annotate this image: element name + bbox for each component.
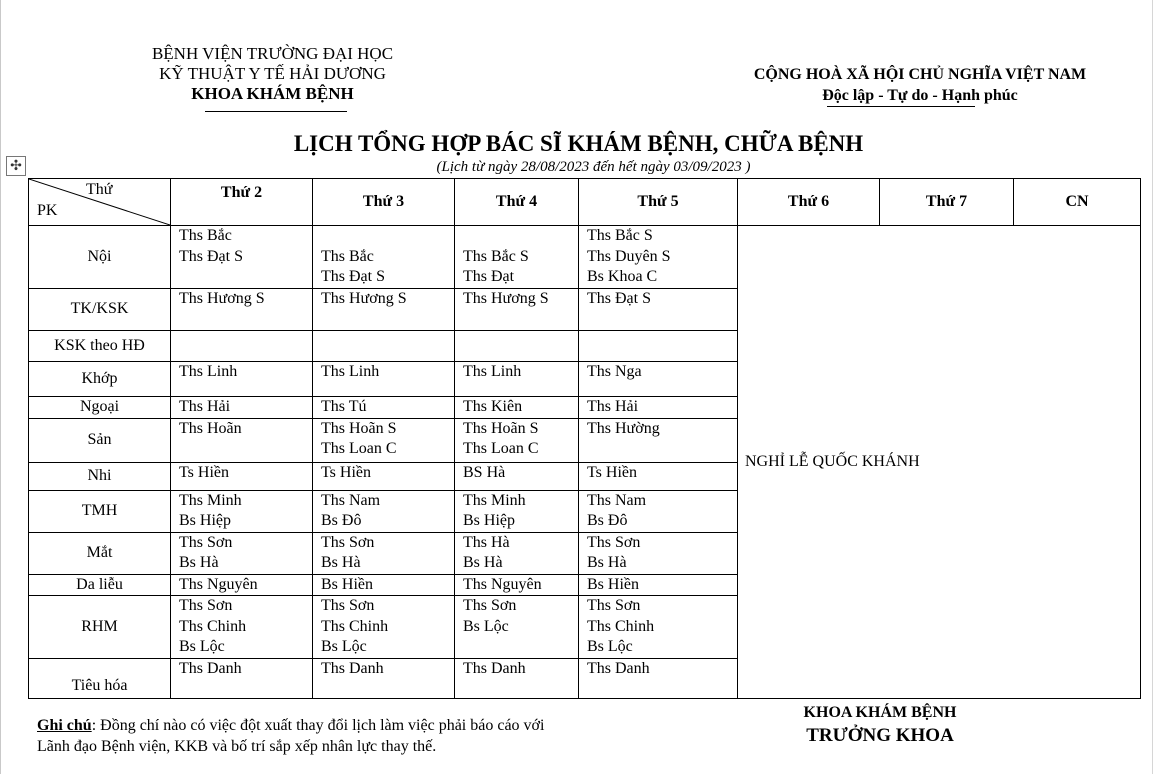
schedule-cell-tmh-mon: Ths Minh Bs Hiệp xyxy=(171,490,313,532)
note-label: Ghi chú xyxy=(37,717,92,734)
table-move-handle-icon[interactable]: ✣ xyxy=(6,156,26,176)
schedule-cell-tmh-thu: Ths Nam Bs Đô xyxy=(579,490,738,532)
schedule-cell-noi-thu: Ths Bắc S Ths Duyên S Bs Khoa C xyxy=(579,226,738,289)
signature-title: TRƯỞNG KHOA xyxy=(806,725,954,746)
schedule-cell-tieu-hoa-tue: Ths Danh xyxy=(313,659,455,699)
day-header-thu: Thứ 5 xyxy=(579,179,738,226)
schedule-cell-tk-ksk-thu: Ths Đạt S xyxy=(579,289,738,331)
day-header-sat: Thứ 7 xyxy=(880,179,1014,226)
schedule-cell-noi-wed: Ths Bắc S Ths Đạt xyxy=(455,226,579,289)
schedule-cell-noi-mon: Ths Bắc Ths Đạt S xyxy=(171,226,313,289)
schedule-cell-mat-tue: Ths Sơn Bs Hà xyxy=(313,532,455,574)
room-label-khop: Khớp xyxy=(29,362,171,397)
schedule-table xyxy=(28,178,1141,699)
schedule-cell-mat-mon: Ths Sơn Bs Hà xyxy=(171,532,313,574)
corner-cell xyxy=(29,179,171,226)
schedule-cell-san-wed: Ths Hoãn S Ths Loan C xyxy=(455,418,579,462)
schedule-cell-ngoai-tue: Ths Tú xyxy=(313,397,455,419)
day-header-tue: Thứ 3 xyxy=(313,179,455,226)
room-label-ngoai: Ngoại xyxy=(29,397,171,419)
schedule-cell-khop-tue: Ths Linh xyxy=(313,362,455,397)
day-header-sun: CN xyxy=(1014,179,1141,226)
schedule-cell-tmh-tue: Ths Nam Bs Đô xyxy=(313,490,455,532)
schedule-cell-ksk-theo-hd-thu xyxy=(579,331,738,362)
republic-header xyxy=(690,64,1150,106)
department-name: KHOA KHÁM BỆNH xyxy=(191,84,354,103)
room-label-da-lieu: Da liễu xyxy=(29,574,171,596)
room-label-tieu-hoa: Tiêu hóa xyxy=(29,659,171,699)
schedule-cell-tieu-hoa-mon: Ths Danh xyxy=(171,659,313,699)
schedule-cell-ngoai-thu: Ths Hải xyxy=(579,397,738,419)
room-label-tmh: TMH xyxy=(29,490,171,532)
motto-underline xyxy=(827,106,975,107)
schedule-cell-ngoai-mon: Ths Hải xyxy=(171,397,313,419)
schedule-cell-khop-mon: Ths Linh xyxy=(171,362,313,397)
signature-department: KHOA KHÁM BỆNH xyxy=(803,704,957,721)
schedule-cell-rhm-tue: Ths Sơn Ths Chinh Bs Lộc xyxy=(313,596,455,659)
room-label-rhm: RHM xyxy=(29,596,171,659)
schedule-cell-tk-ksk-tue: Ths Hương S xyxy=(313,289,455,331)
note xyxy=(37,715,577,757)
hospital-name-line1: BỆNH VIỆN TRƯỜNG ĐẠI HỌC xyxy=(151,44,394,63)
schedule-cell-rhm-thu: Ths Sơn Ths Chinh Bs Lộc xyxy=(579,596,738,659)
schedule-cell-da-lieu-wed: Ths Nguyên xyxy=(455,574,579,596)
room-label-noi: Nội xyxy=(29,226,171,289)
schedule-cell-tieu-hoa-wed: Ths Danh xyxy=(455,659,579,699)
page-edge-left xyxy=(0,0,1,774)
note-text: : Đồng chí nào có việc đột xuất thay đổi lịch làm việc phải báo cáo với Lãnh đạo Bệnh viện, KKB và bố trí sắp xếp nhân lực thay thế. xyxy=(37,717,545,755)
republic-name: CỘNG HOÀ XÃ HỘI CHỦ NGHĨA VIỆT NAM xyxy=(753,66,1087,83)
schedule-cell-san-mon: Ths Hoãn xyxy=(171,418,313,462)
holiday-cell: NGHỈ LỄ QUỐC KHÁNH xyxy=(738,226,1141,699)
table-row xyxy=(29,226,1141,289)
room-label-nhi: Nhi xyxy=(29,462,171,490)
day-header-mon: Thứ 2 xyxy=(171,179,313,226)
day-header-wed: Thứ 4 xyxy=(455,179,579,226)
schedule-cell-da-lieu-tue: Bs Hiền xyxy=(313,574,455,596)
schedule-cell-san-thu: Ths Hường xyxy=(579,418,738,462)
schedule-cell-mat-thu: Ths Sơn Bs Hà xyxy=(579,532,738,574)
date-range: (Lịch từ ngày 28/08/2023 đến hết ngày 03/09/2023 ) xyxy=(436,159,751,175)
schedule-cell-san-tue: Ths Hoãn S Ths Loan C xyxy=(313,418,455,462)
room-label-ksk-theo-hd: KSK theo HĐ xyxy=(29,331,171,362)
corner-room-label: PK xyxy=(37,202,58,219)
schedule-cell-khop-wed: Ths Linh xyxy=(455,362,579,397)
corner-day-label: Thứ xyxy=(86,181,113,198)
schedule-cell-rhm-wed: Ths Sơn Bs Lộc xyxy=(455,596,579,659)
signature-block xyxy=(740,703,1020,749)
schedule-cell-mat-wed: Ths Hà Bs Hà xyxy=(455,532,579,574)
schedule-cell-tk-ksk-mon: Ths Hương S xyxy=(171,289,313,331)
page-edge-right xyxy=(1152,0,1153,774)
schedule-cell-nhi-tue: Ts Hiền xyxy=(313,462,455,490)
document-title: LỊCH TỔNG HỢP BÁC SĨ KHÁM BỆNH, CHỮA BỆNH xyxy=(293,131,864,156)
schedule-cell-ksk-theo-hd-mon xyxy=(171,331,313,362)
room-label-mat: Mắt xyxy=(29,532,171,574)
national-motto: Độc lập - Tự do - Hạnh phúc xyxy=(822,87,1018,104)
hospital-name-line2: KỸ THUẬT Y TẾ HẢI DƯƠNG xyxy=(159,64,386,83)
schedule-cell-tieu-hoa-thu: Ths Danh xyxy=(579,659,738,699)
schedule-cell-rhm-mon: Ths Sơn Ths Chinh Bs Lộc xyxy=(171,596,313,659)
day-header-fri: Thứ 6 xyxy=(738,179,880,226)
schedule-cell-da-lieu-thu: Bs Hiền xyxy=(579,574,738,596)
schedule-cell-ksk-theo-hd-tue xyxy=(313,331,455,362)
room-label-tk-ksk: TK/KSK xyxy=(29,289,171,331)
schedule-cell-nhi-thu: Ts Hiền xyxy=(579,462,738,490)
schedule-cell-ksk-theo-hd-wed xyxy=(455,331,579,362)
header-row xyxy=(29,179,1141,226)
schedule-cell-khop-thu: Ths Nga xyxy=(579,362,738,397)
room-label-san: Sản xyxy=(29,418,171,462)
schedule-cell-tk-ksk-wed: Ths Hương S xyxy=(455,289,579,331)
schedule-cell-noi-tue: Ths Bắc Ths Đạt S xyxy=(313,226,455,289)
department-underline xyxy=(205,111,347,112)
schedule-cell-nhi-mon: Ts Hiền xyxy=(171,462,313,490)
hospital-header xyxy=(100,44,445,104)
schedule-cell-da-lieu-mon: Ths Nguyên xyxy=(171,574,313,596)
schedule-cell-ngoai-wed: Ths Kiên xyxy=(455,397,579,419)
schedule-cell-nhi-wed: BS Hà xyxy=(455,462,579,490)
schedule-cell-tmh-wed: Ths Minh Bs Hiệp xyxy=(455,490,579,532)
